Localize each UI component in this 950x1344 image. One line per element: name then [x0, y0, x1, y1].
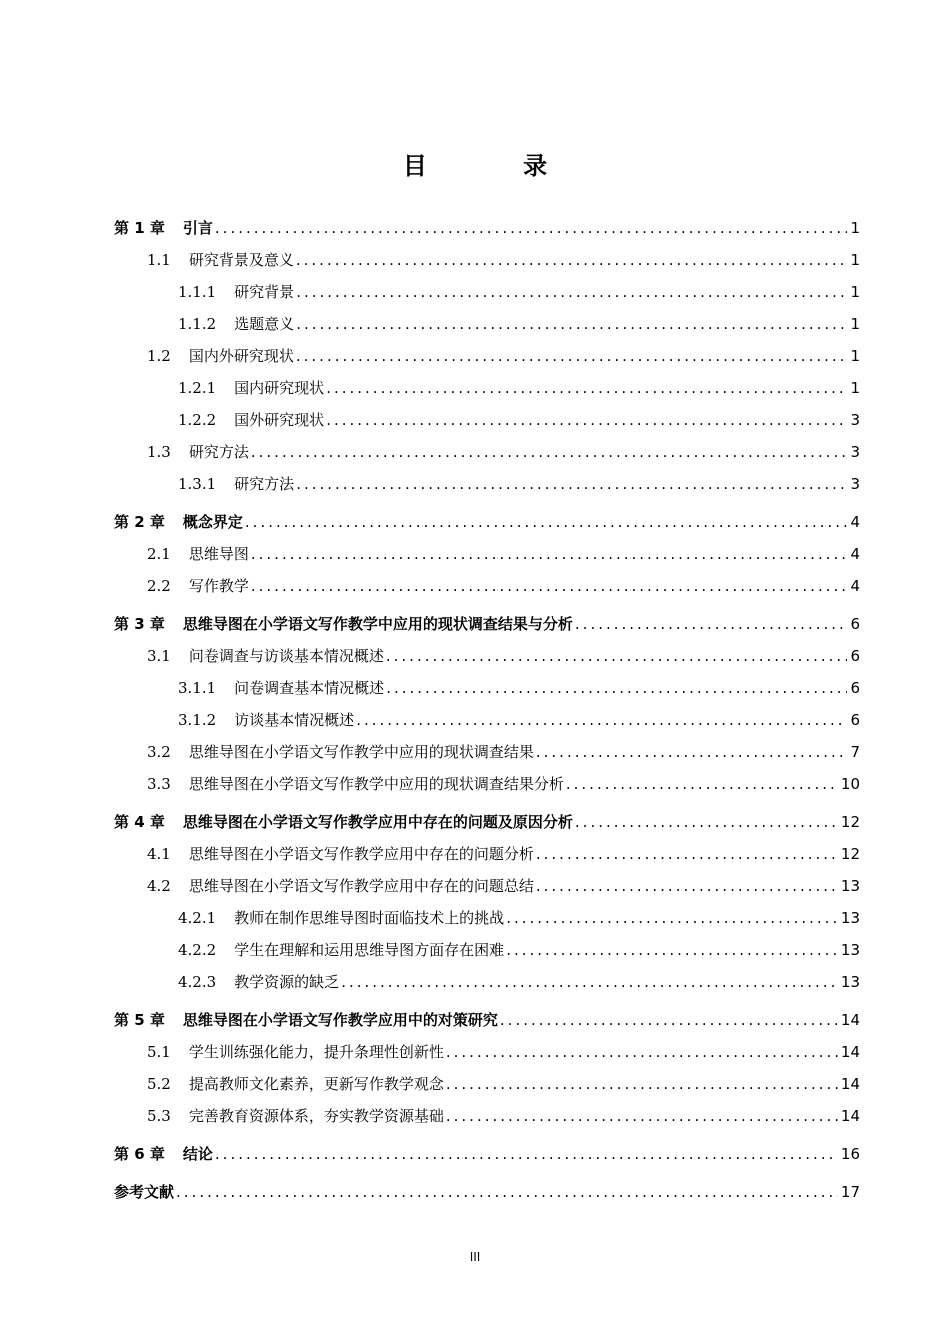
- toc-entry-page: 13: [840, 877, 860, 895]
- toc-dot-leader: [506, 934, 838, 966]
- toc-entry-number: 1.2.1: [178, 379, 217, 397]
- toc-entry-page: 13: [840, 909, 860, 927]
- toc-dot-leader: [296, 276, 847, 308]
- toc-entry-number: 1.1.1: [178, 283, 217, 301]
- toc-dot-leader: [446, 1100, 838, 1132]
- toc-entry-page: 16: [840, 1145, 860, 1163]
- toc-entry-page: 10: [840, 775, 860, 793]
- toc-entry-number: 4.1: [147, 845, 171, 863]
- toc-chapter-entry[interactable]: [114, 608, 860, 640]
- toc-dot-leader: [446, 1068, 838, 1100]
- toc-dot-leader: [296, 468, 847, 500]
- toc-entry-title: 思维导图在小学语文写作教学中应用的现状调查结果分析: [188, 775, 564, 793]
- toc-entry-page: 4: [850, 577, 860, 595]
- toc-entry-number: 3.1: [147, 647, 171, 665]
- toc-entry-title: 思维导图在小学语文写作教学应用中存在的问题分析: [188, 845, 534, 863]
- toc-dot-leader: [575, 608, 848, 640]
- toc-entry-title: 写作教学: [188, 577, 249, 595]
- toc-entry-title: 概念界定: [182, 513, 243, 531]
- toc-dot-leader: [215, 212, 848, 244]
- toc-entry-title: 思维导图在小学语文写作教学应用中存在的问题及原因分析: [182, 813, 573, 831]
- toc-dot-leader: [575, 806, 838, 838]
- toc-entry-title: 完善教育资源体系，夯实教学资源基础: [188, 1107, 444, 1125]
- toc-entry-number: 第 1 章: [114, 219, 165, 237]
- toc-entry-number: 5.3: [147, 1107, 171, 1125]
- toc-entry-page: 17: [840, 1183, 860, 1201]
- toc-entry-number: 2.1: [147, 545, 171, 563]
- toc-entry-title: 提高教师文化素养，更新写作教学观念: [188, 1075, 444, 1093]
- toc-entry-title: 教师在制作思维导图时面临技术上的挑战: [234, 909, 505, 927]
- toc-dot-leader: [386, 672, 847, 704]
- toc-entry-page: 1: [850, 283, 860, 301]
- toc-dot-leader: [251, 538, 848, 570]
- toc-entry-title: 思维导图在小学语文写作教学应用中存在的问题总结: [188, 877, 534, 895]
- toc-dot-leader: [215, 1138, 838, 1170]
- toc-entry-page: 6: [850, 615, 860, 633]
- toc-dot-leader: [326, 372, 847, 404]
- toc-chapter-entry[interactable]: [114, 1176, 860, 1208]
- toc-section-entry[interactable]: [114, 704, 860, 736]
- toc-dot-leader: [386, 640, 848, 672]
- toc-entry-page: 14: [840, 1043, 860, 1061]
- toc-entry-number: 第 2 章: [114, 513, 165, 531]
- toc-section-entry[interactable]: [114, 672, 860, 704]
- toc-section-entry[interactable]: [114, 640, 860, 672]
- toc-entry-number: 2.2: [147, 577, 171, 595]
- toc-entry-number: 4.2.3: [178, 973, 217, 991]
- toc-entry-page: 13: [840, 973, 860, 991]
- toc-entry-page: 3: [850, 443, 860, 461]
- toc-entry-title: 问卷调查基本情况概述: [234, 679, 385, 697]
- toc-entry-number: 3.3: [147, 775, 171, 793]
- toc-section-entry[interactable]: [114, 838, 860, 870]
- toc-entry-number: 第 3 章: [114, 615, 165, 633]
- toc-dot-leader: [245, 506, 848, 538]
- toc-entry-title: 选题意义: [234, 315, 295, 333]
- toc-section-entry[interactable]: [114, 436, 860, 468]
- toc-dot-leader: [176, 1176, 838, 1208]
- toc-entry-title: 结论: [182, 1145, 213, 1163]
- toc-entry-page: 1: [850, 347, 860, 365]
- toc-entry-number: 第 4 章: [114, 813, 165, 831]
- toc-chapter-entry[interactable]: [114, 1004, 860, 1036]
- toc-entry-number: 1.3.1: [178, 475, 217, 493]
- toc-dot-leader: [326, 404, 847, 436]
- toc-entry-number: 4.2: [147, 877, 171, 895]
- toc-dot-leader: [296, 244, 848, 276]
- toc-entry-number: 4.2.1: [178, 909, 217, 927]
- toc-dot-leader: [536, 870, 838, 902]
- toc-entry-number: 1.1.2: [178, 315, 217, 333]
- toc-dot-leader: [341, 966, 838, 998]
- toc-entry-title: 思维导图在小学语文写作教学应用中的对策研究: [182, 1011, 498, 1029]
- toc-dot-leader: [536, 838, 838, 870]
- toc-chapter-entry[interactable]: [114, 806, 860, 838]
- toc-entry-title: 研究背景: [234, 283, 295, 301]
- page-number: III: [469, 1250, 481, 1264]
- toc-dot-leader: [446, 1036, 838, 1068]
- toc-entry-title: 参考文献: [114, 1183, 175, 1201]
- toc-section-entry[interactable]: [114, 1100, 860, 1132]
- toc-entry-number: 1.2: [147, 347, 171, 365]
- toc-dot-leader: [251, 436, 848, 468]
- toc-entry-page: 6: [850, 679, 860, 697]
- toc-section-entry[interactable]: [114, 736, 860, 768]
- toc-entry-number: 3.1.1: [178, 679, 217, 697]
- toc-section-entry[interactable]: [114, 570, 860, 602]
- toc-entry-page: 7: [850, 743, 860, 761]
- toc-entry-number: 5.1: [147, 1043, 171, 1061]
- toc-dot-leader: [251, 570, 848, 602]
- toc-entry-title: 国内外研究现状: [188, 347, 294, 365]
- toc-section-entry[interactable]: [114, 902, 860, 934]
- toc-entry-page: 12: [840, 813, 860, 831]
- toc-entry-number: 1.2.2: [178, 411, 217, 429]
- toc-section-entry[interactable]: [114, 1068, 860, 1100]
- toc-entry-title: 问卷调查与访谈基本情况概述: [188, 647, 384, 665]
- toc-entry-title: 研究方法: [188, 443, 249, 461]
- toc-chapter-entry[interactable]: [114, 506, 860, 538]
- toc-entry-number: 第 5 章: [114, 1011, 165, 1029]
- toc-section-entry[interactable]: [114, 870, 860, 902]
- toc-entry-number: 1.3: [147, 443, 171, 461]
- toc-entry-page: 1: [850, 219, 860, 237]
- toc-entry-number: 第 6 章: [114, 1145, 165, 1163]
- toc-section-entry[interactable]: [114, 934, 860, 966]
- toc-entry-number: 3.2: [147, 743, 171, 761]
- toc-section-entry[interactable]: [114, 308, 860, 340]
- toc-entry-title: 研究方法: [234, 475, 295, 493]
- toc-section-entry[interactable]: [114, 966, 860, 998]
- toc-section-entry[interactable]: [114, 538, 860, 570]
- toc-entry-title: 思维导图在小学语文写作教学中应用的现状调查结果与分析: [182, 615, 573, 633]
- page-title: 目 录: [402, 152, 592, 180]
- toc-entry-page: 4: [850, 545, 860, 563]
- table-of-contents: [114, 212, 860, 1208]
- toc-entry-page: 12: [840, 845, 860, 863]
- toc-entry-number: 3.1.2: [178, 711, 217, 729]
- toc-entry-title: 学生在理解和运用思维导图方面存在困难: [234, 941, 505, 959]
- toc-entry-number: 5.2: [147, 1075, 171, 1093]
- toc-entry-page: 1: [850, 379, 860, 397]
- toc-entry-title: 引言: [182, 219, 213, 237]
- toc-entry-title: 学生训练强化能力，提升条理性创新性: [188, 1043, 444, 1061]
- toc-entry-number: 1.1: [147, 251, 171, 269]
- toc-chapter-entry[interactable]: [114, 1138, 860, 1170]
- toc-entry-page: 1: [850, 315, 860, 333]
- toc-entry-page: 14: [840, 1011, 860, 1029]
- toc-dot-leader: [566, 768, 838, 800]
- toc-dot-leader: [536, 736, 848, 768]
- toc-section-entry[interactable]: [114, 340, 860, 372]
- toc-section-entry[interactable]: [114, 468, 860, 500]
- toc-section-entry[interactable]: [114, 1036, 860, 1068]
- toc-entry-page: 6: [850, 711, 860, 729]
- toc-dot-leader: [506, 902, 838, 934]
- toc-entry-page: 6: [850, 647, 860, 665]
- toc-section-entry[interactable]: [114, 244, 860, 276]
- toc-entry-page: 3: [850, 411, 860, 429]
- toc-entry-page: 3: [850, 475, 860, 493]
- toc-entry-title: 思维导图: [188, 545, 249, 563]
- toc-entry-page: 1: [850, 251, 860, 269]
- toc-entry-title: 教学资源的缺乏: [234, 973, 340, 991]
- toc-dot-leader: [500, 1004, 838, 1036]
- toc-section-entry[interactable]: [114, 372, 860, 404]
- toc-entry-page: 4: [850, 513, 860, 531]
- toc-dot-leader: [356, 704, 847, 736]
- toc-entry-page: 14: [840, 1107, 860, 1125]
- toc-section-entry[interactable]: [114, 404, 860, 436]
- toc-entry-title: 国外研究现状: [234, 411, 325, 429]
- toc-entry-title: 思维导图在小学语文写作教学中应用的现状调查结果: [188, 743, 534, 761]
- toc-chapter-entry[interactable]: [114, 212, 860, 244]
- toc-entry-title: 研究背景及意义: [188, 251, 294, 269]
- toc-section-entry[interactable]: [114, 276, 860, 308]
- toc-dot-leader: [296, 308, 847, 340]
- toc-entry-page: 14: [840, 1075, 860, 1093]
- toc-entry-number: 4.2.2: [178, 941, 217, 959]
- toc-entry-title: 访谈基本情况概述: [234, 711, 355, 729]
- toc-section-entry[interactable]: [114, 768, 860, 800]
- toc-entry-title: 国内研究现状: [234, 379, 325, 397]
- toc-entry-page: 13: [840, 941, 860, 959]
- toc-dot-leader: [296, 340, 848, 372]
